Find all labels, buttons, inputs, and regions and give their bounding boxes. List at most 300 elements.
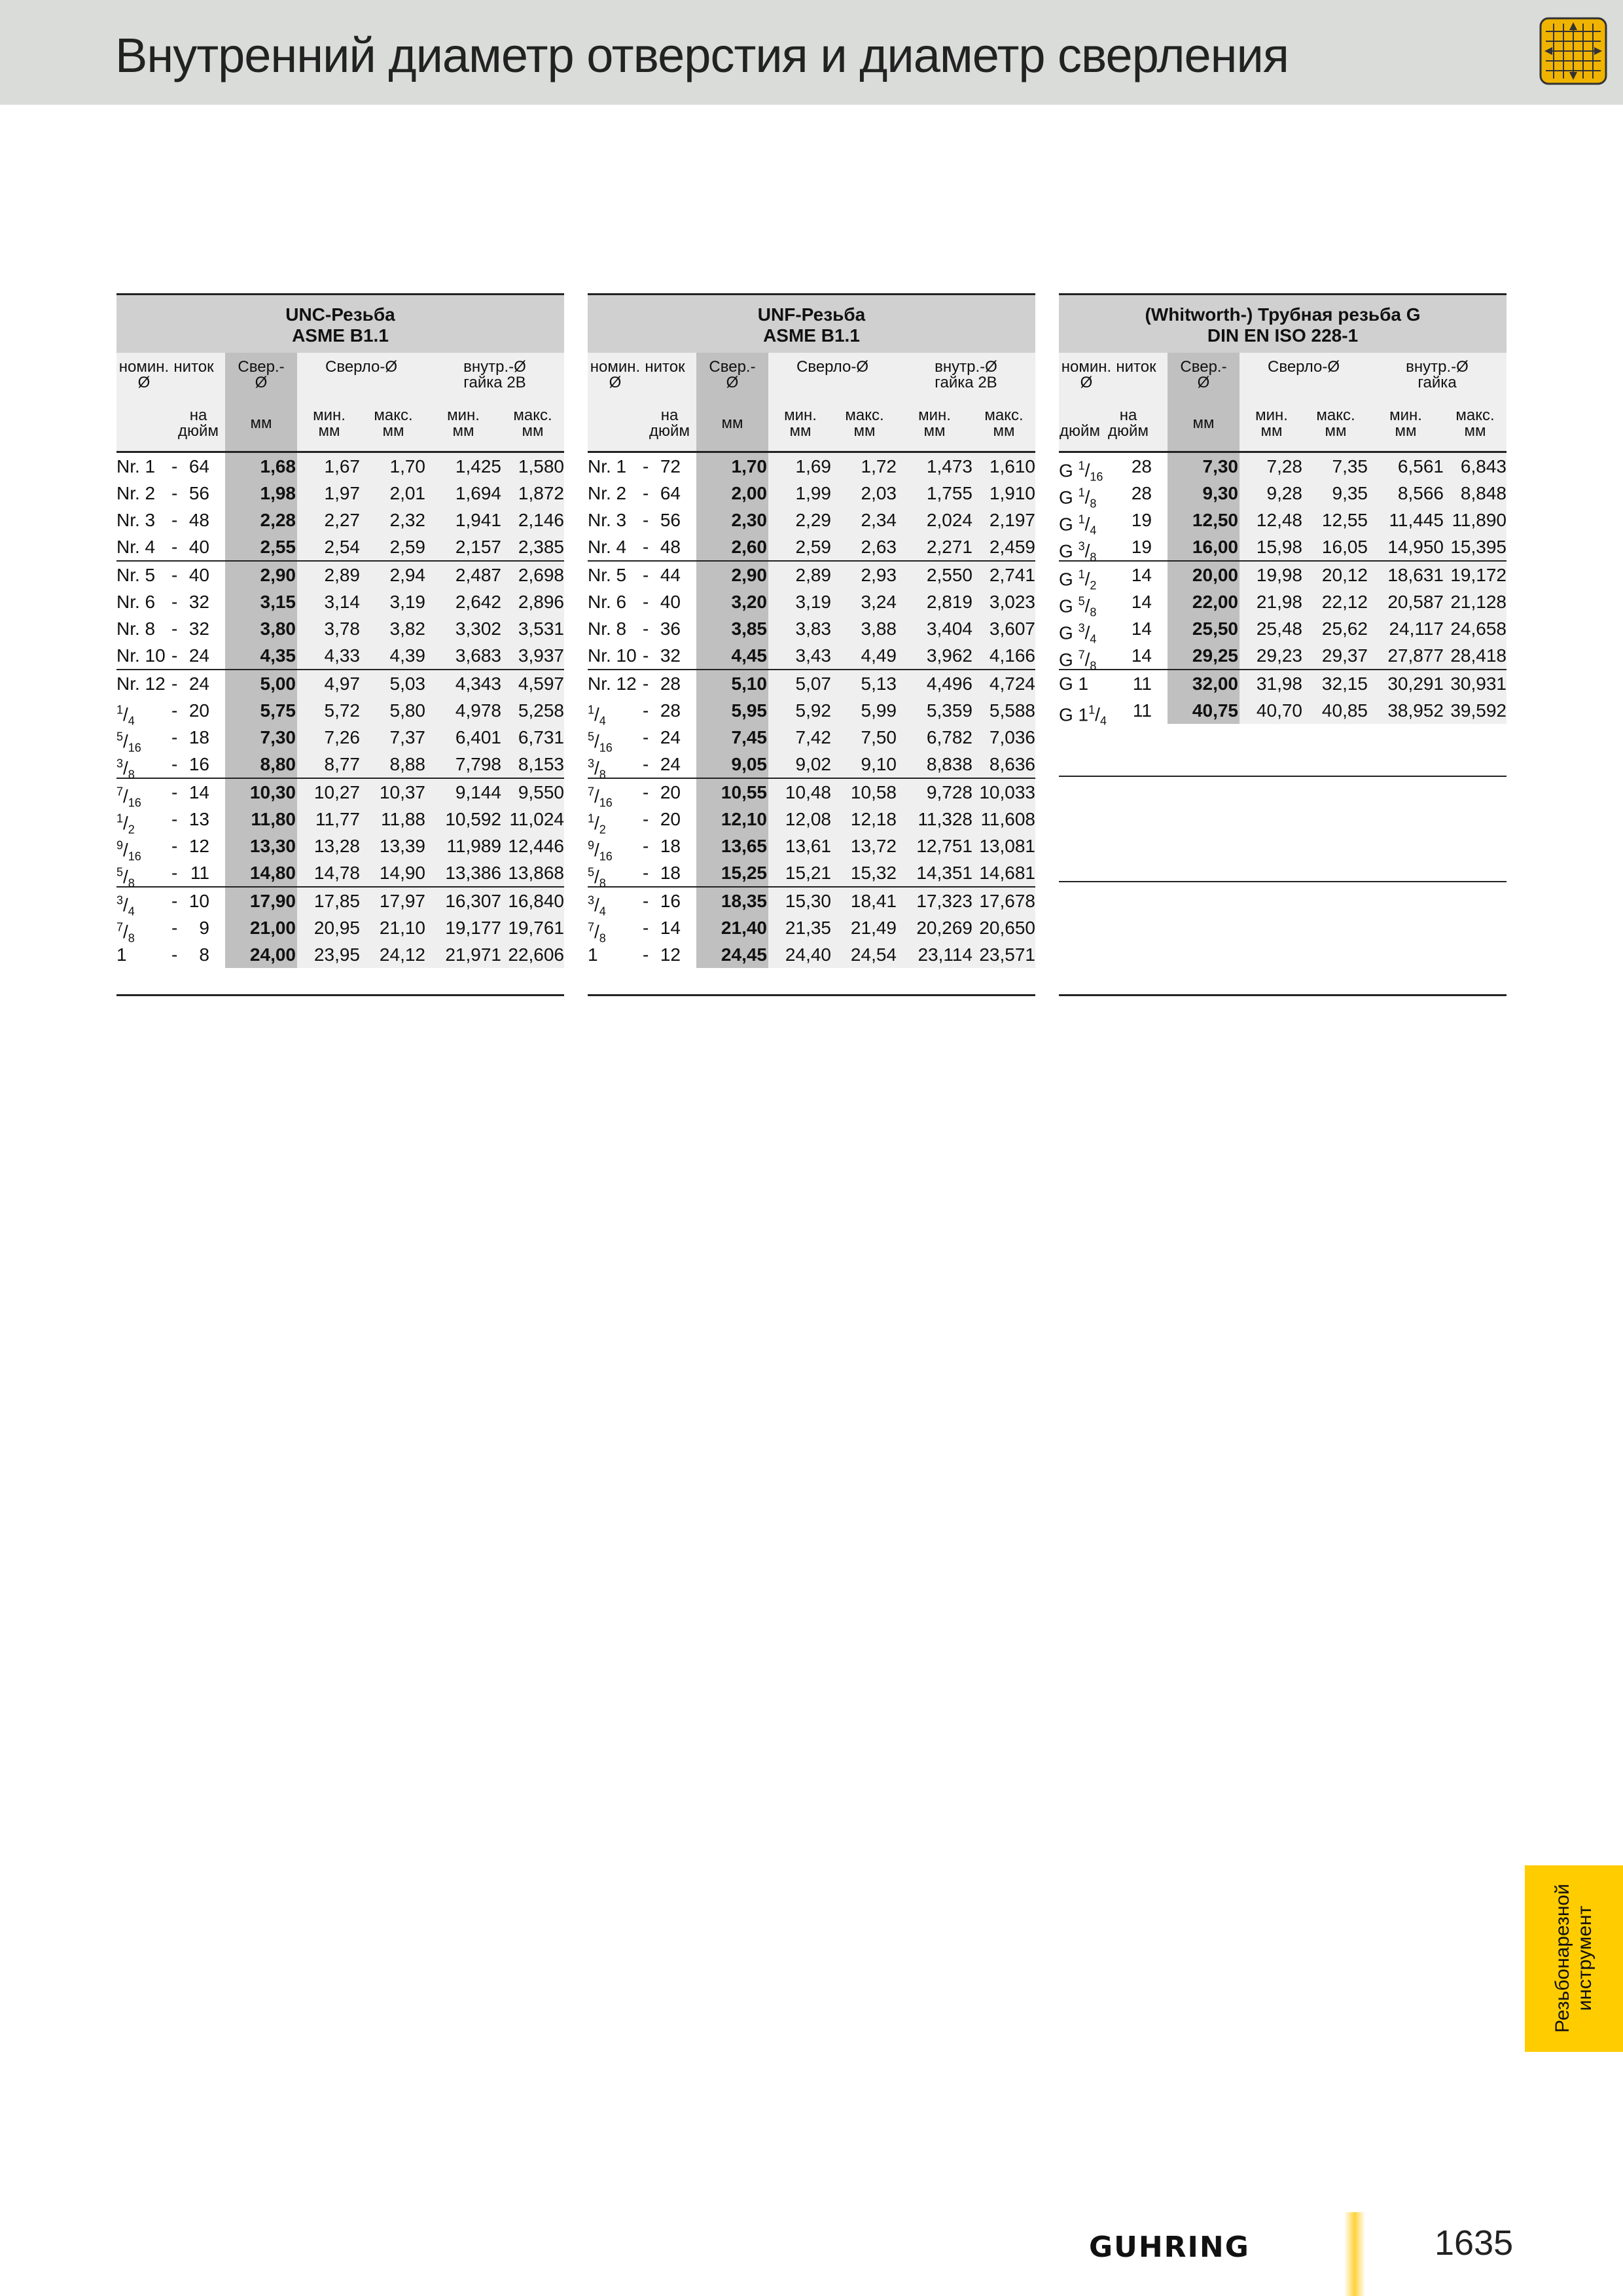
page-title: Внутренний диаметр отверстия и диаметр сверления — [115, 28, 1289, 82]
nominal-size: $^9/_{16}$ — [116, 839, 141, 863]
col-header-drill: Сверло-Ø — [796, 358, 868, 376]
nut-max: 12,446 — [508, 836, 564, 856]
table-bottom-rule — [1059, 994, 1507, 996]
nut-max: 14,681 — [979, 863, 1035, 883]
threads-per-inch: 32 — [660, 645, 681, 666]
col-header-nut: внутр.-Ø — [935, 358, 997, 376]
col-header-pitch2: на — [189, 406, 207, 424]
threads-per-inch: 56 — [188, 483, 209, 503]
nut-max: 24,658 — [1450, 619, 1507, 639]
drill-min: 4,33 — [324, 645, 360, 666]
drill-max: 2,34 — [861, 510, 897, 530]
table-row — [588, 914, 1035, 945]
table-row — [1059, 588, 1507, 619]
drill-min: 31,98 — [1256, 673, 1302, 694]
separator: - — [643, 456, 649, 476]
drill-max: 7,37 — [389, 727, 425, 747]
nut-min: 30,291 — [1387, 673, 1444, 694]
drill-min: 21,35 — [785, 918, 831, 938]
nut-max: 6,731 — [518, 727, 564, 747]
core-drill: 24,45 — [721, 944, 767, 965]
drill-max: 3,24 — [861, 592, 897, 612]
separator: - — [643, 510, 649, 530]
col-header-nut2: гайка 2B — [935, 374, 997, 391]
nut-min: 12,751 — [916, 836, 972, 856]
table-row — [588, 806, 1035, 836]
nut-min: 23,114 — [918, 944, 972, 965]
thread-gauge-icon — [1539, 17, 1607, 85]
separator: - — [171, 700, 178, 721]
nut-max: 2,741 — [989, 565, 1035, 585]
nut-min: 1,694 — [455, 483, 501, 503]
nut-min: 3,683 — [455, 645, 501, 666]
col-header-nom2: Ø — [137, 374, 151, 391]
nut-min: 2,157 — [455, 537, 501, 557]
nominal-size: Nr. 4 — [588, 537, 627, 557]
table-row — [1059, 480, 1507, 511]
nut-min: 8,838 — [926, 754, 972, 774]
nominal-size: Nr. 10 — [588, 645, 637, 666]
table-row — [116, 724, 564, 755]
col-header-nut: внутр.-Ø — [1406, 358, 1469, 376]
threads-per-inch: 14 — [660, 918, 681, 938]
drill-max: 3,88 — [861, 619, 897, 639]
nut-min: 4,496 — [926, 673, 972, 694]
threads-per-inch: 8 — [199, 944, 209, 965]
col-header-nmin: мин. — [447, 406, 480, 424]
col-header-nmax: макс. — [1455, 406, 1495, 424]
col-header-nom2: Ø — [1080, 374, 1093, 391]
nut-max: 5,258 — [518, 700, 564, 721]
nominal-size: Nr. 5 — [588, 565, 627, 585]
nut-min: 24,117 — [1389, 619, 1444, 639]
drill-max: 5,80 — [389, 700, 425, 721]
nut-max: 8,636 — [989, 754, 1035, 774]
drill-max: 32,15 — [1321, 673, 1368, 694]
drill-max: 21,10 — [379, 918, 425, 938]
table-row — [588, 480, 1035, 507]
core-drill: 18,35 — [721, 891, 767, 911]
nominal-size: Nr. 10 — [116, 645, 166, 666]
drill-min: 7,42 — [795, 727, 831, 747]
nut-min: 2,271 — [926, 537, 972, 557]
drill-min: 7,26 — [324, 727, 360, 747]
col-header-dmin2: мм — [789, 422, 812, 440]
threads-per-inch: 28 — [1131, 483, 1152, 503]
core-drill: 29,25 — [1192, 645, 1238, 666]
drill-max: 2,03 — [861, 483, 897, 503]
drill-max: 12,55 — [1321, 510, 1368, 530]
drill-max: 5,13 — [861, 673, 897, 694]
threads-per-inch: 19 — [1131, 537, 1152, 557]
drill-min: 2,54 — [324, 537, 360, 557]
table-row — [588, 588, 1035, 615]
nut-max: 3,023 — [989, 592, 1035, 612]
nominal-size: Nr. 8 — [588, 619, 627, 639]
nut-max: 20,650 — [979, 918, 1035, 938]
table-row — [588, 453, 1035, 480]
col-header-dmin: мин. — [313, 406, 346, 424]
drill-max: 40,85 — [1321, 700, 1368, 721]
nominal-size: $^7/_{16}$ — [588, 785, 613, 810]
drill-max: 2,32 — [389, 510, 425, 530]
drill-max: 8,88 — [389, 754, 425, 774]
col-header-dmax2: мм — [382, 422, 404, 440]
table-row — [116, 806, 564, 836]
threads-per-inch: 12 — [660, 944, 681, 965]
table-title — [116, 295, 564, 353]
threads-per-inch: 12 — [188, 836, 209, 856]
separator: - — [643, 891, 649, 911]
core-drill: 9,30 — [1202, 483, 1238, 503]
col-header-pitch3: дюйм — [1108, 422, 1149, 440]
drill-min: 7,28 — [1266, 456, 1302, 476]
nut-min: 18,631 — [1387, 565, 1444, 585]
threads-per-inch: 9 — [199, 918, 209, 938]
nut-min: 38,952 — [1387, 700, 1444, 721]
col-header-nmax2: мм — [522, 422, 544, 440]
nut-max: 19,761 — [508, 918, 564, 938]
nominal-size: $^5/_8$ — [588, 866, 606, 890]
table-bottom-rule — [116, 994, 564, 996]
drill-min: 15,30 — [785, 891, 831, 911]
nut-max: 2,459 — [989, 537, 1035, 557]
threads-per-inch: 28 — [660, 700, 681, 721]
table-row — [588, 507, 1035, 533]
threads-per-inch: 64 — [188, 456, 209, 476]
core-drill: 32,00 — [1192, 673, 1238, 694]
col-header-pitch2: на — [1119, 406, 1137, 424]
drill-min: 10,48 — [785, 782, 831, 802]
nominal-size: G $1^1/_4$ — [1059, 704, 1107, 728]
separator: - — [171, 918, 178, 938]
nut-max: 13,868 — [508, 863, 564, 883]
drill-max: 7,35 — [1332, 456, 1368, 476]
core-drill: 40,75 — [1192, 700, 1238, 721]
drill-min: 2,59 — [795, 537, 831, 557]
table-row — [1059, 670, 1507, 697]
nut-max: 15,395 — [1450, 537, 1507, 557]
threads-per-inch: 20 — [660, 782, 681, 802]
separator: - — [171, 537, 178, 557]
drill-min: 5,92 — [795, 700, 831, 721]
nut-max: 10,033 — [979, 782, 1035, 802]
table-row — [116, 588, 564, 615]
col-header-pitch2: на — [660, 406, 679, 424]
nominal-size: Nr. 8 — [116, 619, 156, 639]
nut-max: 5,588 — [989, 700, 1035, 721]
nut-max: 16,840 — [508, 891, 564, 911]
core-drill: 2,00 — [731, 483, 767, 503]
separator: - — [643, 944, 649, 965]
guhring-logo: GUHRING — [1089, 2231, 1250, 2264]
threads-per-inch: 24 — [660, 727, 681, 747]
drill-min: 20,95 — [313, 918, 360, 938]
nut-max: 4,597 — [518, 673, 564, 694]
nut-max: 39,592 — [1450, 700, 1507, 721]
nut-max: 22,606 — [508, 944, 564, 965]
drill-min: 12,08 — [785, 809, 831, 829]
table-row — [116, 941, 564, 968]
drill-min: 3,19 — [795, 592, 831, 612]
nut-min: 11,445 — [1389, 510, 1444, 530]
table-row — [1059, 507, 1507, 537]
nut-max: 17,678 — [979, 891, 1035, 911]
col-header-pitch3: дюйм — [649, 422, 690, 440]
col-header-nmax: макс. — [984, 406, 1024, 424]
threads-per-inch: 28 — [1131, 456, 1152, 476]
nut-min: 2,819 — [926, 592, 972, 612]
nominal-size: Nr. 2 — [116, 483, 156, 503]
core-drill: 12,10 — [721, 809, 767, 829]
nut-max: 1,580 — [518, 456, 564, 476]
drill-min: 10,27 — [313, 782, 360, 802]
table-body — [1059, 453, 1507, 728]
drill-max: 2,59 — [389, 537, 425, 557]
separator: - — [171, 809, 178, 829]
table-bottom-rule — [588, 994, 1035, 996]
nut-min: 5,359 — [926, 700, 972, 721]
col-header-nmin: мин. — [918, 406, 951, 424]
nominal-size: $^3/_4$ — [588, 894, 606, 918]
drill-min: 4,97 — [324, 673, 360, 694]
table-title2: DIN EN ISO 228-1 — [1207, 325, 1359, 346]
table-row — [588, 615, 1035, 642]
nut-min: 1,473 — [926, 456, 972, 476]
drill-max: 12,18 — [850, 809, 897, 829]
threads-per-inch: 10 — [188, 891, 209, 911]
nut-min: 21,971 — [445, 944, 501, 965]
table-row — [116, 480, 564, 507]
drill-min: 2,89 — [324, 565, 360, 585]
threads-per-inch: 32 — [188, 592, 209, 612]
nominal-size: $^9/_{16}$ — [588, 839, 613, 863]
core-drill: 25,50 — [1192, 619, 1238, 639]
drill-max: 21,49 — [850, 918, 897, 938]
nut-min: 10,592 — [445, 809, 501, 829]
nut-min: 3,962 — [926, 645, 972, 666]
table-row — [116, 562, 564, 588]
nut-min: 3,302 — [455, 619, 501, 639]
nut-max: 3,531 — [518, 619, 564, 639]
table-row — [1059, 533, 1507, 564]
drill-min: 15,98 — [1256, 537, 1302, 557]
nominal-size: Nr. 1 — [116, 456, 156, 476]
drill-min: 9,28 — [1266, 483, 1302, 503]
nominal-size: $^5/_{16}$ — [588, 730, 613, 755]
nominal-size: Nr. 6 — [588, 592, 627, 612]
side-tab[interactable] — [1525, 1865, 1623, 2052]
drill-min: 23,95 — [313, 944, 360, 965]
nut-max: 11,890 — [1452, 510, 1507, 530]
core-drill: 5,75 — [260, 700, 296, 721]
threads-per-inch: 28 — [660, 673, 681, 694]
table-row — [116, 615, 564, 642]
col-header-pitch: ниток — [1116, 358, 1156, 376]
drill-max: 18,41 — [850, 891, 897, 911]
nut-min: 19,177 — [445, 918, 501, 938]
table-row — [588, 670, 1035, 697]
core-drill: 5,10 — [731, 673, 767, 694]
threads-per-inch: 48 — [188, 510, 209, 530]
core-drill: 4,35 — [260, 645, 296, 666]
core-drill: 21,00 — [249, 918, 296, 938]
drill-min: 8,77 — [324, 754, 360, 774]
separator: - — [171, 645, 178, 666]
nut-min: 3,404 — [926, 619, 972, 639]
col-header-nmax2: мм — [993, 422, 1015, 440]
col-header-dmax: макс. — [374, 406, 413, 424]
col-header-nut: внутр.-Ø — [463, 358, 526, 376]
separator: - — [643, 918, 649, 938]
col-header-core: Свер.- — [238, 358, 285, 376]
table-row — [588, 724, 1035, 755]
nut-min: 1,941 — [455, 510, 501, 530]
col-header-dmax: макс. — [1316, 406, 1355, 424]
drill-max: 2,93 — [861, 565, 897, 585]
drill-max: 15,32 — [850, 863, 897, 883]
col-header-dmin: мин. — [784, 406, 817, 424]
core-drill: 8,80 — [260, 754, 296, 774]
drill-min: 1,97 — [324, 483, 360, 503]
col-header-drill: Сверло-Ø — [1268, 358, 1340, 376]
nominal-size: Nr. 2 — [588, 483, 627, 503]
nut-min: 17,323 — [916, 891, 972, 911]
nut-min: 9,728 — [926, 782, 972, 802]
table-title1: UNC-Резьба — [285, 304, 395, 325]
separator: - — [643, 782, 649, 802]
separator: - — [171, 565, 178, 585]
nominal-size: G $^1/_2$ — [1059, 568, 1097, 592]
table-row — [1059, 453, 1507, 484]
nominal-size: Nr. 4 — [116, 537, 156, 557]
drill-max: 13,72 — [850, 836, 897, 856]
drill-min: 5,07 — [795, 673, 831, 694]
separator: - — [171, 863, 178, 883]
nominal-size: Nr. 12 — [588, 673, 637, 694]
drill-min: 3,83 — [795, 619, 831, 639]
col-header-core2: Ø — [255, 374, 268, 391]
core-drill: 16,00 — [1192, 537, 1238, 557]
table-row — [116, 670, 564, 697]
col-header-dmax2: мм — [1325, 422, 1347, 440]
separator: - — [171, 754, 178, 774]
table-row — [588, 562, 1035, 588]
threads-per-inch: 14 — [1131, 592, 1152, 612]
separator: - — [643, 565, 649, 585]
core-drill: 1,68 — [260, 456, 296, 476]
nut-max: 11,608 — [980, 809, 1035, 829]
threads-per-inch: 24 — [188, 673, 209, 694]
core-drill: 21,40 — [721, 918, 767, 938]
core-drill: 14,80 — [249, 863, 296, 883]
threads-per-inch: 24 — [188, 645, 209, 666]
nut-min: 1,755 — [926, 483, 972, 503]
col-header-core: Свер.- — [709, 358, 756, 376]
nut-min: 2,642 — [455, 592, 501, 612]
drill-max: 2,01 — [389, 483, 425, 503]
core-drill: 24,00 — [249, 944, 296, 965]
threads-per-inch: 44 — [660, 565, 681, 585]
nut-max: 6,843 — [1460, 456, 1507, 476]
nominal-size: $^3/_8$ — [116, 757, 135, 781]
threads-per-inch: 16 — [188, 754, 209, 774]
core-drill: 5,95 — [731, 700, 767, 721]
table-row — [116, 507, 564, 533]
drill-max: 17,97 — [379, 891, 425, 911]
nominal-size: Nr. 5 — [116, 565, 156, 585]
drill-min: 21,98 — [1256, 592, 1302, 612]
nut-max: 1,610 — [989, 456, 1035, 476]
nut-min: 8,566 — [1397, 483, 1444, 503]
nut-max: 30,931 — [1450, 673, 1507, 694]
threads-per-inch: 14 — [1131, 645, 1152, 666]
nut-max: 21,128 — [1450, 592, 1507, 612]
drill-min: 19,98 — [1256, 565, 1302, 585]
nut-max: 7,036 — [989, 727, 1035, 747]
drill-max: 5,99 — [861, 700, 897, 721]
col-header-core3: мм — [1192, 414, 1215, 432]
table-body — [116, 453, 564, 968]
drill-max: 14,90 — [379, 863, 425, 883]
nut-max: 2,698 — [518, 565, 564, 585]
thread-table-2 — [588, 293, 1035, 968]
threads-per-inch: 11 — [1132, 673, 1152, 694]
nominal-size: Nr. 12 — [116, 673, 166, 694]
thread-table-3 — [1059, 293, 1507, 728]
table-row — [116, 642, 564, 669]
threads-per-inch: 14 — [188, 782, 209, 802]
threads-per-inch: 32 — [188, 619, 209, 639]
nut-max: 4,724 — [989, 673, 1035, 694]
drill-min: 3,43 — [795, 645, 831, 666]
drill-max: 10,37 — [379, 782, 425, 802]
threads-per-inch: 36 — [660, 619, 681, 639]
threads-per-inch: 20 — [660, 809, 681, 829]
nut-min: 4,343 — [455, 673, 501, 694]
nut-min: 2,487 — [455, 565, 501, 585]
col-header-core2: Ø — [726, 374, 739, 391]
core-drill: 15,25 — [721, 863, 767, 883]
table-row — [116, 859, 564, 890]
drill-min: 2,89 — [795, 565, 831, 585]
drill-min: 3,78 — [324, 619, 360, 639]
col-header-dmin2: мм — [318, 422, 340, 440]
drill-min: 25,48 — [1256, 619, 1302, 639]
nut-min: 20,269 — [916, 918, 972, 938]
col-header-drill: Сверло-Ø — [325, 358, 397, 376]
col-header-dmax: макс. — [845, 406, 884, 424]
col-header-pitch3: дюйм — [178, 422, 219, 440]
nut-min: 11,989 — [446, 836, 501, 856]
separator: - — [171, 510, 178, 530]
table-row — [116, 914, 564, 945]
separator: - — [171, 619, 178, 639]
separator: - — [643, 836, 649, 856]
table-row — [116, 453, 564, 480]
core-drill: 3,80 — [260, 619, 296, 639]
drill-max: 24,12 — [379, 944, 425, 965]
separator: - — [643, 700, 649, 721]
separator: - — [171, 727, 178, 747]
threads-per-inch: 16 — [660, 891, 681, 911]
nut-max: 9,550 — [518, 782, 564, 802]
separator: - — [171, 673, 178, 694]
core-drill: 17,90 — [249, 891, 296, 911]
core-drill: 13,30 — [249, 836, 296, 856]
nominal-size: Nr. 6 — [116, 592, 156, 612]
threads-per-inch: 72 — [660, 456, 681, 476]
